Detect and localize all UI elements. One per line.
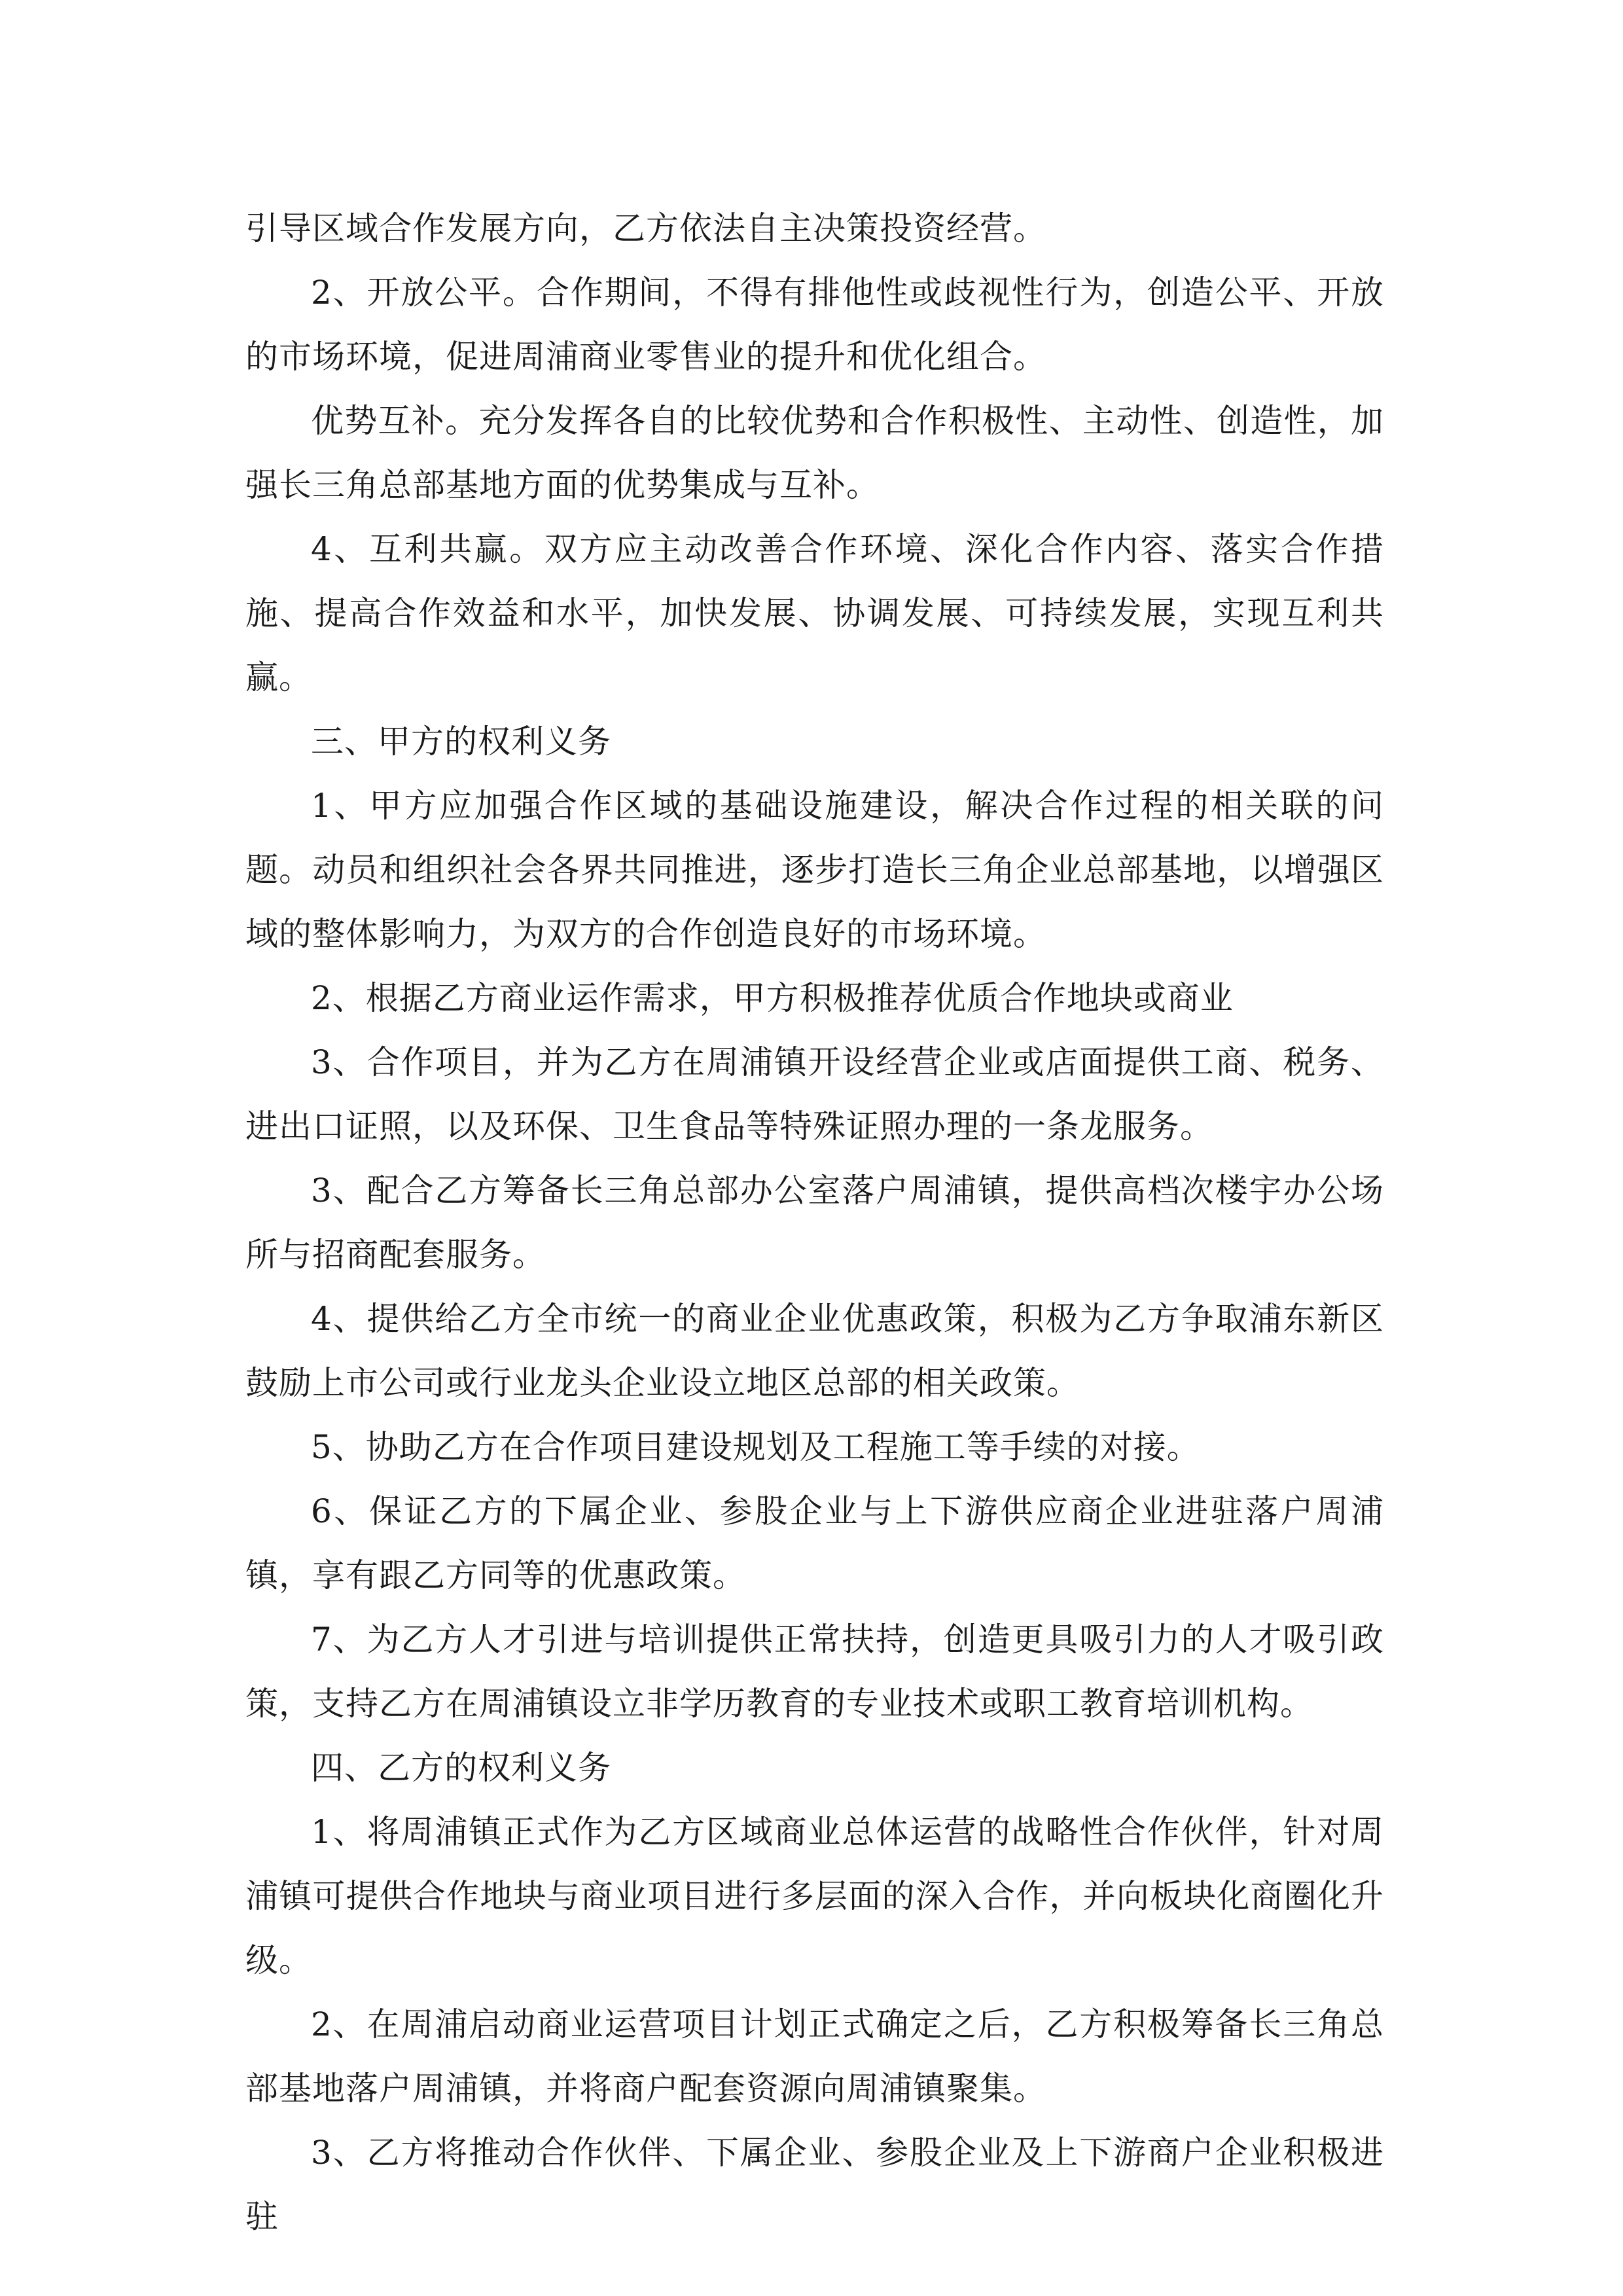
paragraph-a-6: 6、保证乙方的下属企业、参股企业与上下游供应商企业进驻落户周浦镇，享有跟乙方同等的优惠政策。 xyxy=(245,1492,1384,1594)
paragraph-a-3: 3、合作项目，并为乙方在周浦镇开设经营企业或店面提供工商、税务、进出口证照，以及环保、卫生食品等特殊证照办理的一条龙服务。 xyxy=(245,1043,1384,1145)
paragraph-b-2: 2、在周浦启动商业运营项目计划正式确定之后，乙方积极筹备长三角总部基地落户周浦镇，并将商户配套资源向周浦镇聚集。 xyxy=(245,2005,1384,2108)
paragraph-a-1: 1、甲方应加强合作区域的基础设施建设，解决合作过程的相关联的问题。动员和组织社会各界共同推进，逐步打造长三角企业总部基地，以增强区域的整体影响力，为双方的合作创造良好的市场环境。 xyxy=(245,787,1384,953)
paragraph-open-fair: 2、开放公平。合作期间，不得有排他性或歧视性行为，创造公平、开放的市场环境，促进周浦商业零售业的提升和优化组合。 xyxy=(245,274,1384,376)
paragraph-a-5: 5、协助乙方在合作项目建设规划及工程施工等手续的对接。 xyxy=(311,1428,1200,1466)
paragraph-b-1: 1、将周浦镇正式作为乙方区域商业总体运营的战略性合作伙伴，针对周浦镇可提供合作地块与商业项目进行多层面的深入合作，并向板块化商圈化升级。 xyxy=(245,1813,1384,1979)
section-heading-party-a: 三、甲方的权利义务 xyxy=(311,723,611,761)
paragraph-a-4: 4、提供给乙方全市统一的商业企业优惠政策，积极为乙方争取浦东新区鼓励上市公司或行业龙头企业设立地区总部的相关政策。 xyxy=(245,1300,1384,1402)
paragraph-a-7: 7、为乙方人才引进与培训提供正常扶持，创造更具吸引力的人才吸引政策，支持乙方在周浦镇设立非学历教育的专业技术或职工教育培训机构。 xyxy=(245,1621,1384,1723)
paragraph-win-win: 4、互利共赢。双方应主动改善合作环境、深化合作内容、落实合作措施、提高合作效益和水平，加快发展、协调发展、可持续发展，实现互利共赢。 xyxy=(245,530,1384,696)
paragraph-b-3: 3、乙方将推动合作伙伴、下属企业、参股企业及上下游商户企业积极进驻 xyxy=(245,2134,1384,2236)
body-text xyxy=(245,196,1384,2249)
paragraph-complementary: 优势互补。充分发挥各自的比较优势和合作积极性、主动性、创造性，加强长三角总部基地方面的优势集成与互补。 xyxy=(245,402,1384,504)
section-heading-party-b: 四、乙方的权利义务 xyxy=(311,1749,611,1787)
paragraph-continuation: 引导区域合作发展方向，乙方依法自主决策投资经营。 xyxy=(245,209,1046,247)
paragraph-a-3b: 3、配合乙方筹备长三角总部办公室落户周浦镇，提供高档次楼宇办公场所与招商配套服务。 xyxy=(245,1172,1384,1274)
paragraph-a-2: 2、根据乙方商业运作需求，甲方积极推荐优质合作地块或商业 xyxy=(311,979,1234,1017)
